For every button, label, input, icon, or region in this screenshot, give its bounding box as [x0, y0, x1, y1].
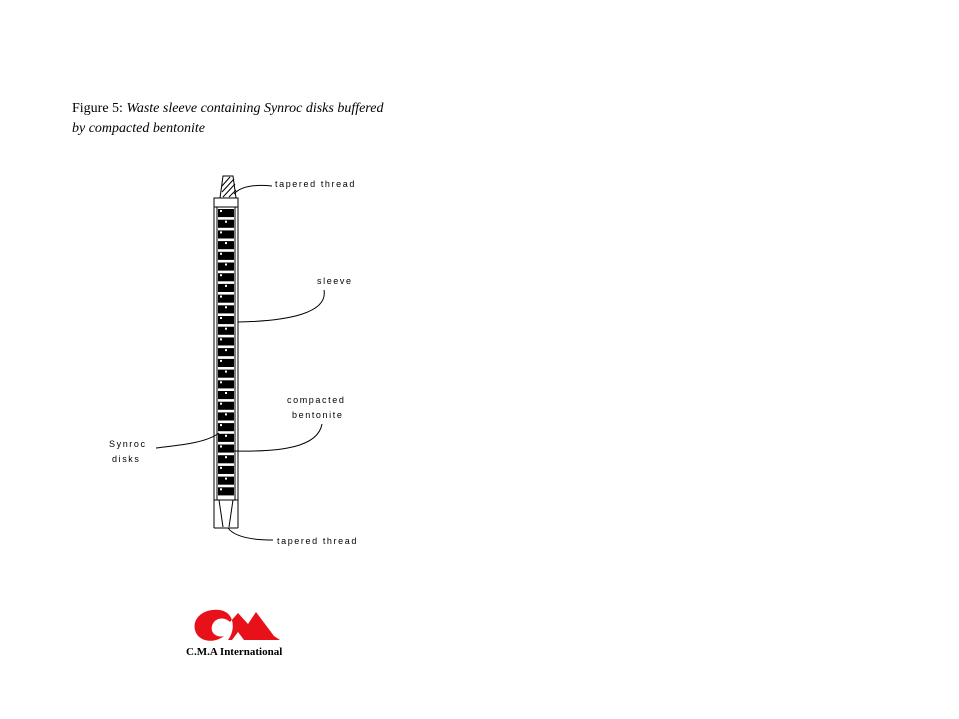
caption-label: Figure 5:	[72, 101, 123, 116]
disk-speckle	[220, 446, 222, 448]
leader-lines	[156, 185, 324, 540]
disk-speckle	[225, 413, 227, 415]
disk-speckle	[225, 478, 227, 480]
cma-logo-icon	[190, 606, 286, 646]
disk-speckle	[225, 456, 227, 458]
disk-speckle	[220, 488, 222, 490]
bottom-tapered-thread	[214, 500, 238, 528]
disk-speckle	[220, 210, 222, 212]
disk-speckle	[220, 253, 222, 255]
leader-top-thread	[234, 185, 272, 194]
top-tapered-thread	[220, 176, 236, 198]
label-tapered-thread-bottom: tapered thread	[277, 536, 358, 546]
label-sleeve: sleeve	[317, 276, 353, 286]
disk-speckle	[220, 403, 222, 405]
caption-text-line2: by compacted bentonite	[72, 121, 205, 136]
label-synroc: Synroc	[109, 439, 147, 449]
disk-speckle	[220, 360, 222, 362]
disk-speckle	[220, 467, 222, 469]
disk-speckle	[225, 221, 227, 223]
disk-speckle	[225, 285, 227, 287]
disk-speckle	[225, 349, 227, 351]
disk-speckle	[225, 328, 227, 330]
disk-speckle	[220, 317, 222, 319]
caption-text: Waste sleeve containing Synroc disks buffered	[126, 101, 384, 116]
label-tapered-thread-top: tapered thread	[275, 179, 356, 189]
leader-bottom-thread	[228, 528, 273, 540]
disk-speckle	[220, 296, 222, 298]
company-name: C.M.A International	[186, 646, 283, 658]
disk-speckle	[220, 338, 222, 340]
synroc-disk-stack	[218, 209, 234, 495]
disk-speckle	[225, 242, 227, 244]
label-compacted: compacted	[287, 395, 346, 405]
leader-bentonite	[234, 424, 322, 451]
disk-speckle	[220, 424, 222, 426]
disk-speckle	[225, 392, 227, 394]
label-disks: disks	[112, 454, 141, 464]
label-bentonite: bentonite	[292, 410, 344, 420]
disk-speckle	[225, 371, 227, 373]
leader-synroc	[156, 433, 219, 448]
disk-speckle	[225, 435, 227, 437]
disk-speckle	[225, 264, 227, 266]
disk-speckle	[220, 274, 222, 276]
leader-sleeve	[238, 290, 324, 322]
disk-speckle	[225, 306, 227, 308]
disk-speckle	[220, 381, 222, 383]
disk-speckle	[220, 231, 222, 233]
